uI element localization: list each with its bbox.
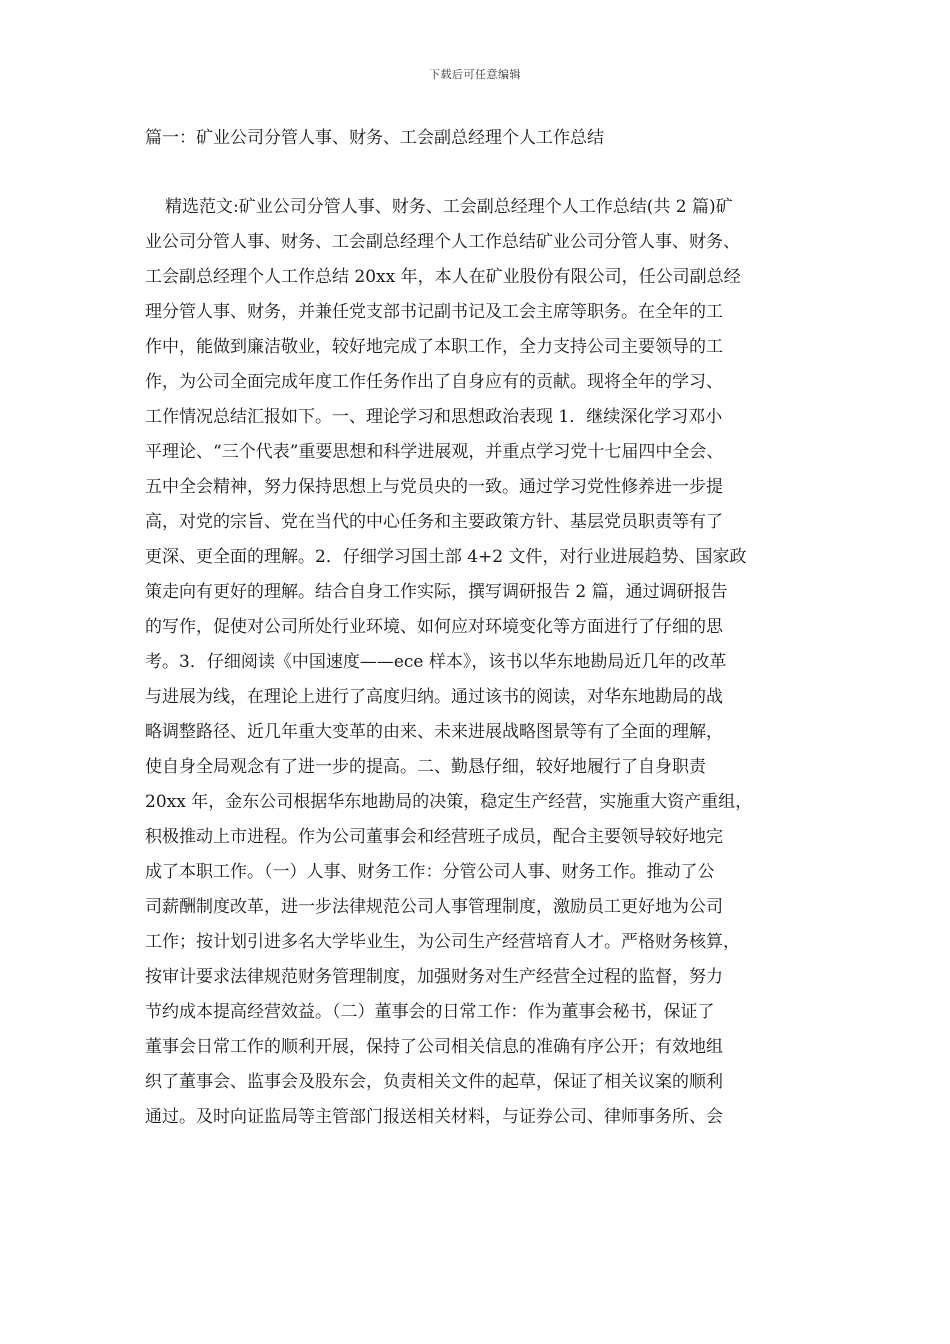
body-text-line: 高，对党的宗旨、党在当代的中心任务和主要政策方针、基层党员职责等有了 bbox=[145, 512, 723, 532]
body-text-line: 节约成本提高经营效益。（二）董事会的日常工作：作为董事会秘书，保证了 bbox=[145, 1002, 715, 1022]
body-text-line: 20xx 年，金东公司根据华东地勘局的决策，稳定生产经营，实施重大资产重组， bbox=[145, 792, 753, 812]
body-text-line: 成了本职工作。（一）人事、财务工作：分管公司人事、财务工作。推动了公 bbox=[145, 862, 715, 882]
body-text-line: 与进展为线，在理论上进行了高度归纳。通过该书的阅读，对华东地勘局的战 bbox=[145, 687, 723, 707]
body-text-line: 业公司分管人事、财务、工会副总经理个人工作总结矿业公司分管人事、财务、 bbox=[145, 232, 740, 252]
body-text-line: 作中，能做到廉洁敬业，较好地完成了本职工作，全力支持公司主要领导的工 bbox=[145, 337, 723, 357]
body-text-line: 积极推动上市进程。作为公司董事会和经营班子成员，配合主要领导较好地完 bbox=[145, 827, 723, 847]
body-text-line: 的写作，促使对公司所处行业环境、如何应对环境变化等方面进行了仔细的思 bbox=[145, 617, 723, 637]
body-text-line: 理分管人事、财务，并兼任党支部书记副书记及工会主席等职务。在全年的工 bbox=[145, 302, 723, 322]
page-header: 下载后可任意编辑 bbox=[429, 68, 521, 81]
body-text-line: 策走向有更好的理解。结合自身工作实际，撰写调研报告 2 篇，通过调研报告 bbox=[145, 582, 728, 602]
body-text-line: 平理论、“三个代表”重要思想和科学进展观，并重点学习党十七届四中全会、 bbox=[145, 442, 724, 462]
body-text-line: 精选范文:矿业公司分管人事、财务、工会副总经理个人工作总结(共 2 篇)矿 bbox=[165, 197, 733, 217]
body-text-line: 织了董事会、监事会及股东会，负责相关文件的起草，保证了相关议案的顺利 bbox=[145, 1072, 723, 1092]
body-text-line: 五中全会精神，努力保持思想上与党员央的一致。通过学习党性修养进一步提 bbox=[145, 477, 723, 497]
document-body bbox=[145, 190, 805, 1135]
body-text-line: 略调整路径、近几年重大变革的由来、未来进展战略图景等有了全面的理解， bbox=[145, 722, 723, 742]
document-title: 篇一：矿业公司分管人事、财务、工会副总经理个人工作总结 bbox=[145, 128, 604, 148]
body-text-line: 通过。及时向证监局等主管部门报送相关材料，与证券公司、律师事务所、会 bbox=[145, 1107, 723, 1127]
body-text-line: 考。3．仔细阅读《中国速度——ece 样本》，该书以华东地勘局近几年的改革 bbox=[145, 652, 727, 672]
body-text-line: 工作情况总结汇报如下。一、理论学习和思想政治表现 1．继续深化学习邓小 bbox=[145, 407, 723, 427]
body-text-line: 作，为公司全面完成年度工作任务作出了自身应有的贡献。现将全年的学习、 bbox=[145, 372, 723, 392]
body-text-line: 司薪酬制度改革，进一步法律规范公司人事管理制度，激励员工更好地为公司 bbox=[145, 897, 723, 917]
body-text-line: 董事会日常工作的顺利开展，保持了公司相关信息的准确有序公开；有效地组 bbox=[145, 1037, 723, 1057]
body-text-line: 更深、更全面的理解。2．仔细学习国土部 4+2 文件，对行业进展趋势、国家政 bbox=[145, 547, 747, 567]
body-text-line: 工会副总经理个人工作总结 20xx 年，本人在矿业股份有限公司，任公司副总经 bbox=[145, 267, 741, 287]
body-text-line: 按审计要求法律规范财务管理制度，加强财务对生产经营全过程的监督，努力 bbox=[145, 967, 723, 987]
body-text-line: 使自身全局观念有了进一步的提高。二、勤恳仔细，较好地履行了自身职责 bbox=[145, 757, 706, 777]
body-text-line: 工作；按计划引进多名大学毕业生，为公司生产经营培育人才。严格财务核算， bbox=[145, 932, 740, 952]
